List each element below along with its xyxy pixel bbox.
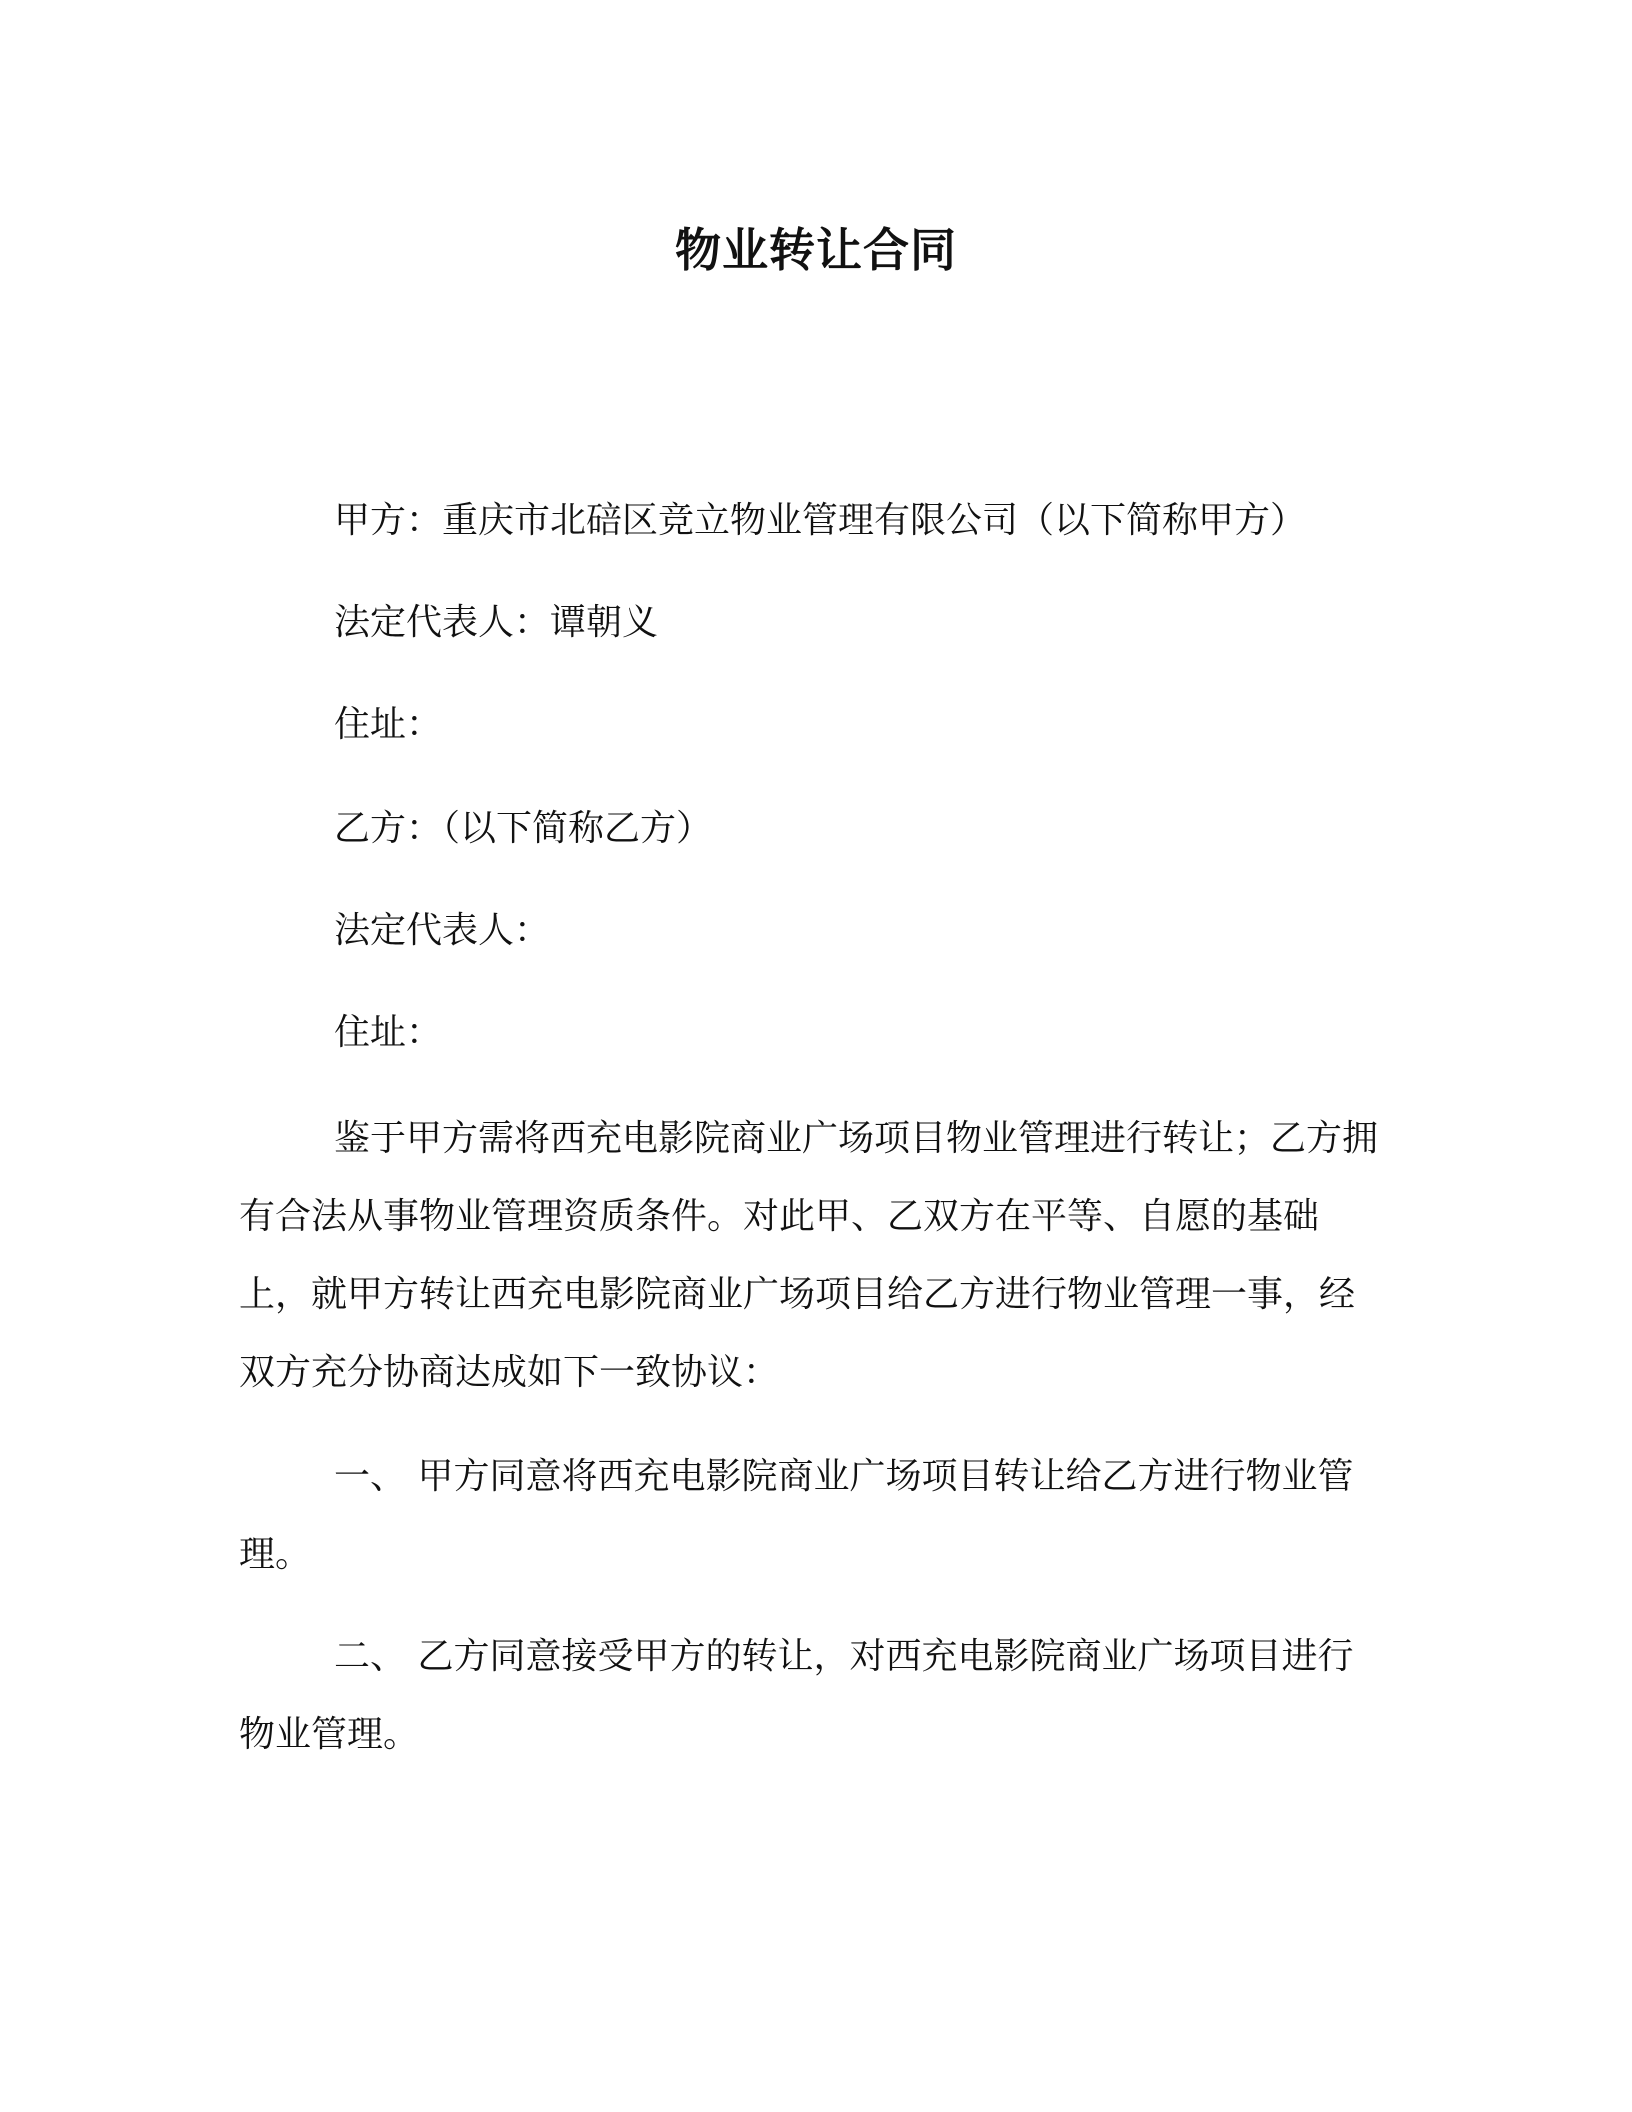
party-b-address: 住址：	[334, 1012, 443, 1053]
party-b-line: 乙方：（以下简称乙方）	[334, 808, 713, 849]
party-a-address: 住址：	[334, 704, 443, 745]
party-a-line: 甲方：重庆市北碚区竞立物业管理有限公司（以下简称甲方）	[334, 500, 1307, 541]
clause-2-paragraph: 二、 乙方同意接受甲方的转让，对西充电影院商业广场项目进行物业管理。	[239, 1636, 1354, 1755]
preamble-paragraph: 鉴于甲方需将西充电影院商业广场项目物业管理进行转让；乙方拥有合法从事物业管理资质条件。对此甲、乙双方在平等、自愿的基础上，就甲方转让西充电影院商业广场项目给乙方进行物业管理一事，经双方充分协商达成如下一致协议：	[239, 1118, 1379, 1393]
document-title: 物业转让合同	[675, 223, 957, 277]
party-a-representative: 法定代表人：谭朝义	[334, 602, 659, 643]
clause-1-paragraph: 一、 甲方同意将西充电影院商业广场项目转让给乙方进行物业管理。	[239, 1456, 1354, 1575]
party-b-representative: 法定代表人：	[334, 910, 551, 951]
